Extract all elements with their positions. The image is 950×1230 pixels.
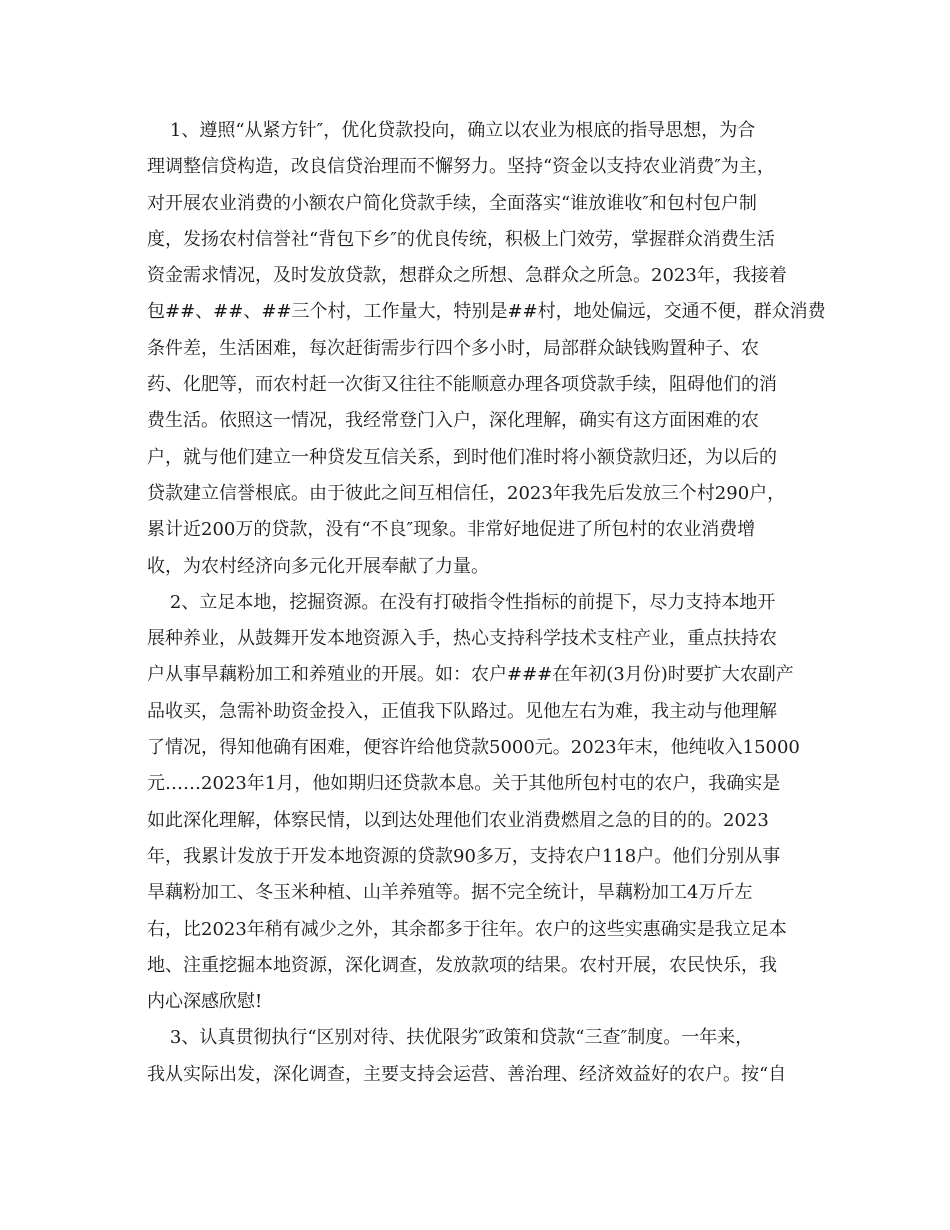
- text-line: 药、化肥等，而农村赶一次街又往往不能顺意办理各项贷款手续，阻碍他们的消: [147, 374, 777, 396]
- text-line: 右，比2023年稍有减少之外，其余都多于往年。农户的这些实惠确实是我立足本: [147, 918, 787, 940]
- text-line: 包##、##、##三个村，工作量大，特别是##村，地处偏远，交通不便，群众消费: [147, 301, 826, 323]
- text-line: 累计近200万的贷款，没有“不良″现象。非常好地促进了所包村的农业消费增: [147, 519, 756, 541]
- text-line: 贷款建立信誉根底。由于彼此之间互相信任，2023年我先后发放三个村290户，: [147, 482, 786, 504]
- paragraph-2: [147, 585, 807, 1021]
- text-line: 元……2023年1月，他如期归还贷款本息。关于其他所包村屯的农户，我确实是: [147, 773, 781, 795]
- text-line: 户从事旱藕粉加工和养殖业的开展。如：农户###在年初(3月份)时要扩大农副产: [147, 664, 794, 686]
- text-line: 年，我累计发放于开发本地资源的贷款90多万，支持农户118户。他们分别从事: [147, 845, 781, 867]
- text-line: 地、注重挖掘本地资源，深化调查，发放款项的结果。农村开展，农民快乐，我: [147, 954, 777, 976]
- text-line: 品收买，急需补助资金投入，正值我下队路过。见他左右为难，我主动与他理解: [147, 700, 777, 722]
- text-line: 展种养业，从鼓舞开发本地资源入手，热心支持科学技术支柱产业，重点扶持农: [147, 628, 777, 650]
- text-line: 理调整信贷构造，改良信贷治理而不懈努力。坚持“资金以支持农业消费″为主，: [147, 156, 775, 178]
- text-line: 3、认真贯彻执行“区别对待、扶优限劣″政策和贷款“三查″制度。一年来，: [147, 1027, 754, 1049]
- paragraph-1: [147, 113, 826, 585]
- text-line: 费生活。依照这一情况，我经常登门入户，深化理解，确实有这方面困难的农: [147, 410, 759, 432]
- text-line: 内心深感欣慰!: [147, 991, 263, 1013]
- text-line: 我从实际出发，深化调查，主要支持会运营、善治理、经济效益好的农户。按“自: [147, 1063, 787, 1085]
- text-line: 资金需求情况，及时发放贷款，想群众之所想、急群众之所急。2023年，我接着: [147, 265, 787, 287]
- paragraph-3: [147, 1020, 807, 1093]
- text-line: 度，发扬农村信誉社“背包下乡″的优良传统，积极上门效劳，掌握群众消费生活: [147, 228, 775, 250]
- text-line: 户，就与他们建立一种贷发互信关系，到时他们准时将小额贷款归还，为以后的: [147, 446, 777, 468]
- text-line: 如此深化理解，体察民情，以到达处理他们农业消费燃眉之急的目的的。2023: [147, 809, 769, 831]
- text-line: 1、遵照“从紧方针″，优化贷款投向，确立以农业为根底的指导思想，为合: [147, 120, 756, 141]
- text-line: 了情况，得知他确有困难，便容许给他贷款5000元。2023年末，他纯收入15000: [147, 737, 800, 759]
- text-line: 旱藕粉加工、冬玉米种植、山羊养殖等。据不完全统计，旱藕粉加工4万斤左: [147, 882, 753, 904]
- text-line: 对开展农业消费的小额农户简化贷款手续，全面落实“谁放谁收″和包村包户制: [147, 192, 757, 214]
- text-line: 2、立足本地，挖掘资源。在没有打破指令性指标的前提下，尽力支持本地开: [147, 591, 776, 613]
- text-line: 条件差，生活困难，每次赶街需步行四个多小时，局部群众缺钱购置种子、农: [147, 337, 759, 359]
- text-line: 收，为农村经济向多元化开展奉献了力量。: [147, 555, 489, 577]
- body-text: [147, 113, 826, 1093]
